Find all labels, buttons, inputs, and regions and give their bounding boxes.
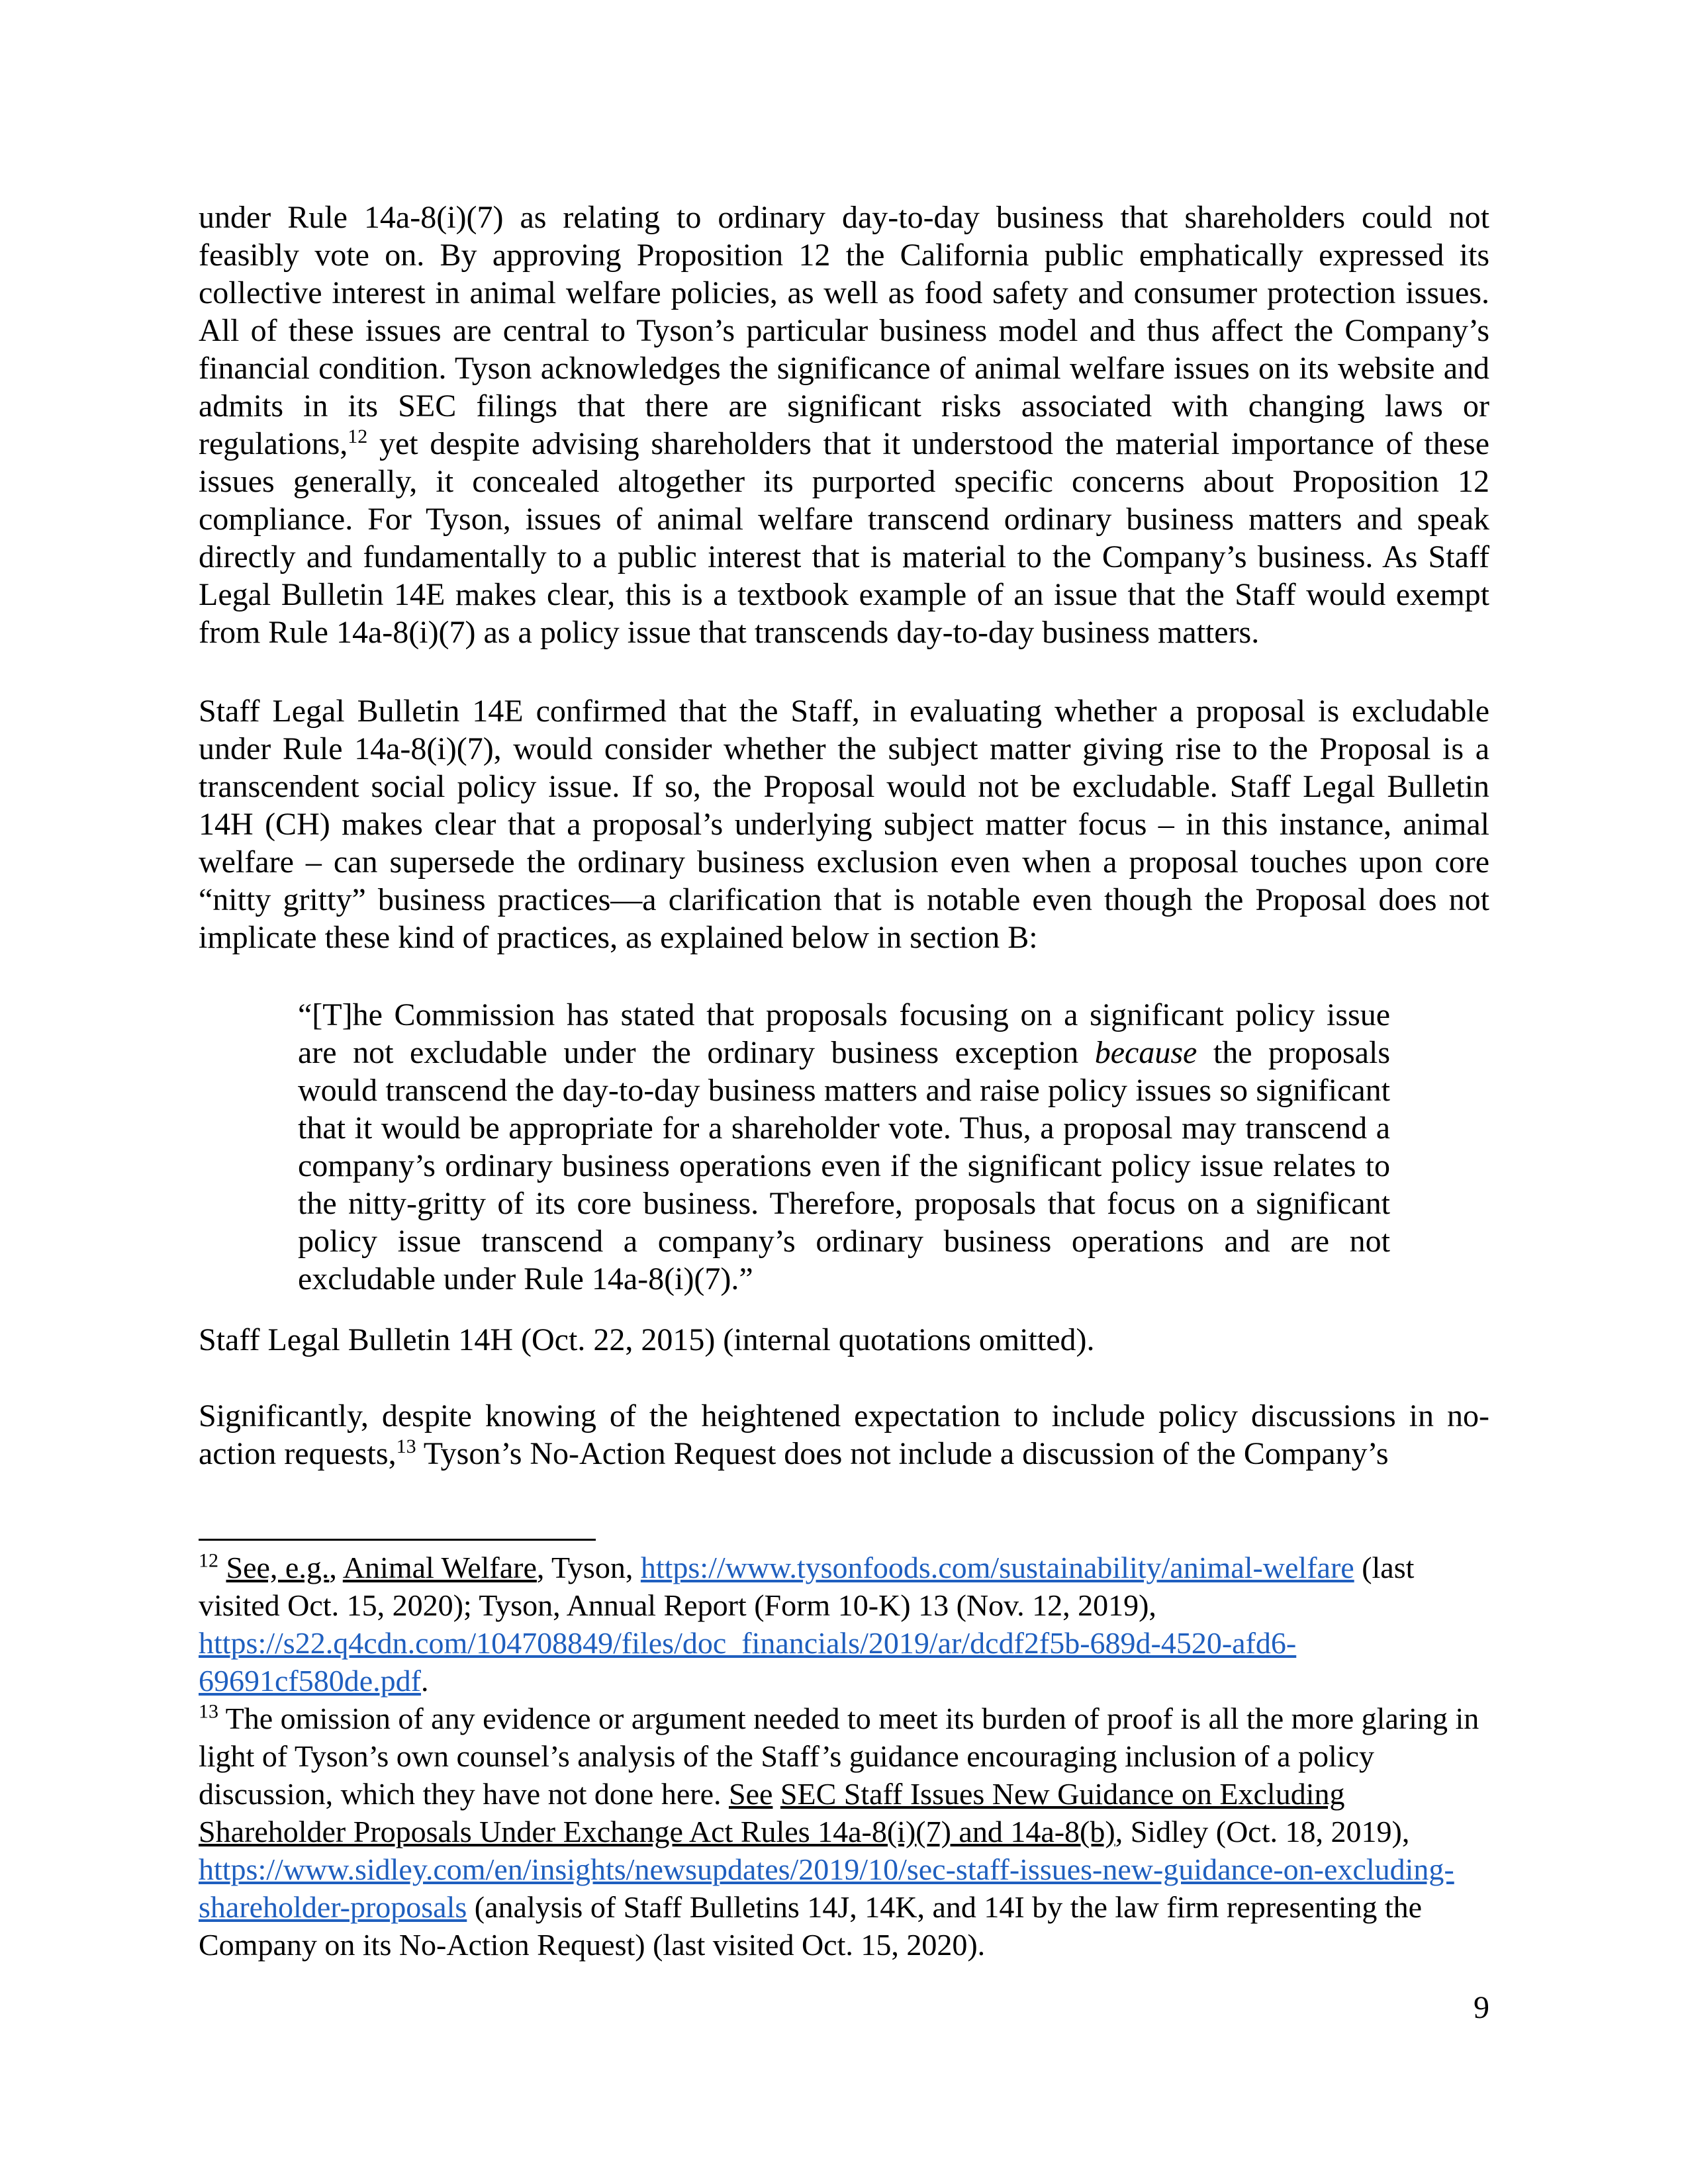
source-title: SEC Staff Issues New Guidance on Excluding Shareholder Proposals Under Exchange Act Rules 14a-8(i)(7) and 14a-8(b) (199, 1777, 1345, 1848)
body-paragraph-2: Staff Legal Bulletin 14E confirmed that the Staff, in evaluating whether a proposal is excludable under Rule 14a-8(i)(7), would consider whether the subject matter giving rise to the Proposal is a transcendent social policy issue. If so, the Proposal would not be excludable. Staff Legal Bulletin 14H (CH) makes clear that a proposal’s underlying subject matter focus – in this instance, animal welfare – can supersede the ordinary business exclusion even when a proposal touches upon core “nitty gritty” business practices—a clarification that is notable even though the Proposal does not implicate these kind of practices, as explained below in section B: (199, 694, 1489, 955)
footnote-link[interactable]: https://www.tysonfoods.com/sustainability/animal-welfare (640, 1551, 1354, 1584)
footnote-13 (199, 1700, 1489, 1964)
footnote-text: (last visited Oct. 15, 2020); Tyson, Annual Report (Form 10-K) 13 (Nov. 12, 2019), (199, 1551, 1415, 1622)
footnote-separator (199, 1539, 596, 1541)
source-name: , Sidley (Oct. 18, 2019), (1115, 1815, 1410, 1848)
block-quote (298, 996, 1390, 1298)
footnote-link[interactable]: https://www.sidley.com/en/insights/newsupdates/2019/10/sec-staff-issues-new-guidance-on-excluding-shareholder-proposals (199, 1852, 1454, 1924)
signal-see: See, e.g. (226, 1551, 330, 1584)
quote-text: the proposals would transcend the day-to-day business matters and raise policy issues so significant that it would be appropriate for a shareholder vote. Thus, a proposal may transcend a company’s ordinary business operations even if the significant policy issue relates to the nitty-gritty of its core business. Therefore, proposals that focus on a significant policy issue transcend a company’s ordinary business operations and are not excludable under Rule 14a-8(i)(7).” (298, 1035, 1390, 1297)
footnote-link[interactable]: https://s22.q4cdn.com/104708849/files/doc_financials/2019/ar/dcdf2f5b-689d-4520-afd6-69691cf580de.pdf (199, 1626, 1297, 1698)
source-name: , Tyson, (536, 1551, 641, 1584)
quote-text: “[T]he Commission has stated that proposals focusing on a significant policy issue are not excludable under the ordinary business exception (298, 997, 1390, 1070)
footnote-number: 13 (199, 1700, 218, 1723)
quote-emphasis: because (1094, 1035, 1197, 1070)
citation-line: Staff Legal Bulletin 14H (Oct. 22, 2015) (internal quotations omitted). (199, 1322, 1095, 1357)
paragraph-text: Tyson’s No-Action Request does not include a discussion of the Company’s (416, 1436, 1389, 1471)
body-paragraph-3 (199, 1397, 1489, 1473)
footnote-ref-12[interactable]: 12 (348, 426, 368, 447)
space (773, 1777, 780, 1811)
paragraph-text: Significantly, despite knowing of the heightened expectation to include policy discussions in no-action requests, (199, 1398, 1489, 1471)
body-paragraph-1 (199, 199, 1489, 651)
footnote-ref-13[interactable]: 13 (396, 1435, 416, 1457)
page-number: 9 (1474, 1990, 1489, 2025)
paragraph-text: under Rule 14a-8(i)(7) as relating to ordinary day-to-day business that shareholders could not feasibly vote on. By approving Proposition 12 the California public emphatically expressed its collective interest in animal welfare policies, as well as food safety and consumer protection issues. All of these issues are central to Tyson’s particular business model and thus affect the Company’s financial condition. Tyson acknowledges the significance of animal welfare issues on its website and admits in its SEC filings that there are significant risks associated with changing laws or regulations, (199, 200, 1489, 461)
punctuation: , (329, 1551, 343, 1584)
footnote-text: The omission of any evidence or argument needed to meet its burden of proof is all the more glaring in light of Tyson’s own counsel’s analysis of the Staff’s guidance encouraging inclusion of a policy discussion, which they have not done here. (199, 1702, 1479, 1811)
signal-see: See (728, 1777, 773, 1811)
source-title: Animal Welfare (342, 1551, 537, 1584)
footnote-12 (199, 1549, 1489, 1700)
paragraph-text: yet despite advising shareholders that it understood the material importance of these issues generally, it concealed altogether its purported specific concerns about Proposition 12 compliance. For Tyson, issues of animal welfare transcend ordinary business matters and speak directly and fundamentally to a public interest that is material to the Company’s business. As Staff Legal Bulletin 14E makes clear, this is a textbook example of an issue that the Staff would exempt from Rule 14a-8(i)(7) as a policy issue that transcends day-to-day business matters. (199, 426, 1489, 650)
punctuation: . (420, 1664, 429, 1698)
footnote-number: 12 (199, 1549, 218, 1572)
footnote-text: (analysis of Staff Bulletins 14J, 14K, and 14I by the law firm representing the Company on its No-Action Request) (last visited Oct. 15, 2020). (199, 1890, 1423, 1962)
